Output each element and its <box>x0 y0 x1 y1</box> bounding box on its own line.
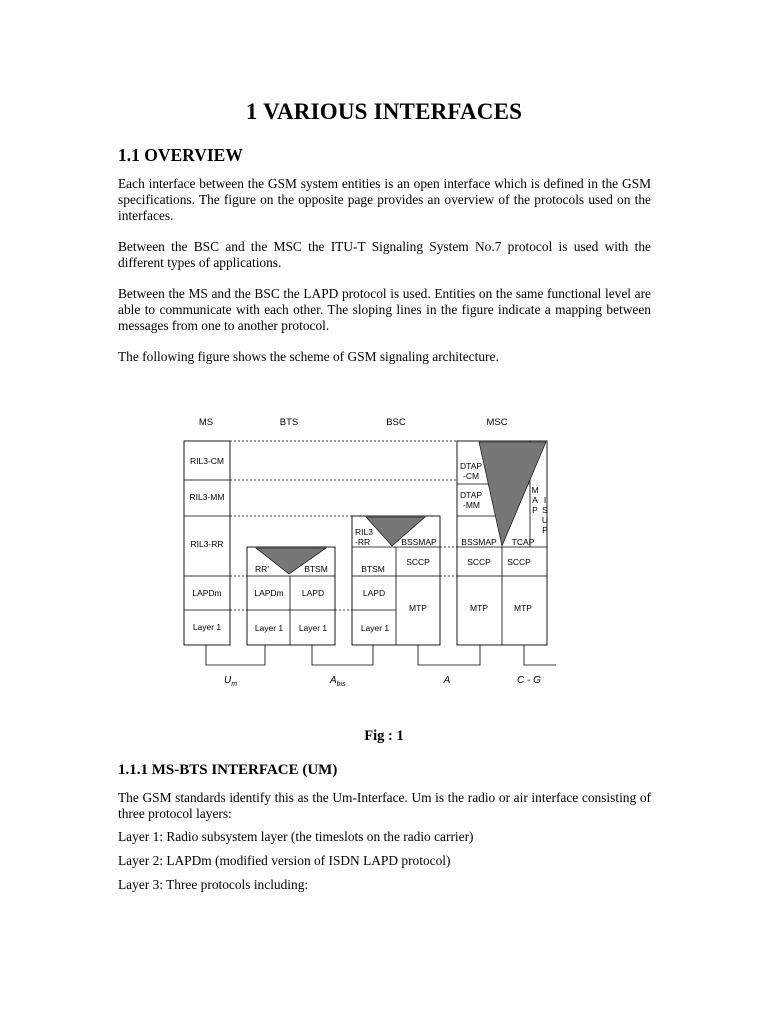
msc-isup-p: P <box>542 525 548 535</box>
ms-ril3-mm: RIL3-MM <box>189 492 225 502</box>
bsc-mtp: MTP <box>409 603 427 613</box>
bts-lapdm: LAPDm <box>254 588 284 598</box>
subsection-heading: 1.1.1 MS-BTS INTERFACE (UM) <box>118 762 338 778</box>
bsc-lapd: LAPD <box>362 588 386 598</box>
bsc-btsm: BTSM <box>361 564 385 574</box>
ms-ril3-cm: RIL3-CM <box>189 456 225 466</box>
msc-map-m: M <box>531 485 539 495</box>
bts-layer1-b: Layer 1 <box>298 623 328 633</box>
subsection-paragraph: The GSM standards identify this as the Um-Interface. Um is the radio or air interface consisting of three protocol layers: <box>118 790 651 822</box>
bts-btsm: BTSM <box>304 564 328 574</box>
gsm-signaling-figure <box>0 405 768 695</box>
ms-stack <box>184 441 230 645</box>
bsc-ril3-top: RIL3 <box>355 527 373 537</box>
bts-rr: RR' <box>255 564 269 574</box>
paragraph-1: Each interface between the GSM system entities is an open interface which is defined in the GSM specifications. The figure on the opposite page provides an overview of the protocols used on the interfaces. <box>118 176 651 224</box>
layer-3-line: Layer 3: Three protocols including: <box>118 877 309 892</box>
msc-sccp-a: SCCP <box>467 557 491 567</box>
header-bts: BTS <box>279 417 299 428</box>
msc-mtp-a: MTP <box>470 603 488 613</box>
paragraph-3: Between the MS and the BSC the LAPD protocol is used. Entities on the same functional level are able to communicate with each other. The sloping lines in the figure indicate a mapping between messages from one to another protocol. <box>118 286 651 334</box>
bsc-ril3-bottom: -RR <box>355 537 371 547</box>
msc-sccp-b: SCCP <box>507 557 531 567</box>
msc-tcap: TCAP <box>511 537 535 547</box>
ms-lapdm: LAPDm <box>192 588 222 598</box>
layer-2-line: Layer 2: LAPDm (modified version of ISDN LAPD protocol) <box>118 853 451 868</box>
label-um: $U_m$ <box>224 675 238 688</box>
header-ms: MS <box>198 417 214 428</box>
bts-stack <box>247 547 335 645</box>
peer-dashed-lines <box>230 441 457 610</box>
msc-mtp-b: MTP <box>514 603 532 613</box>
bsc-bssmap: BSSMAP <box>401 537 437 547</box>
msc-dtap-mm-bottom: -MM <box>463 500 480 510</box>
bsc-stack <box>352 516 440 645</box>
figure-caption: Fig : 1 <box>364 728 404 744</box>
ms-ril3-rr: RIL3-RR <box>190 539 224 549</box>
msc-bssmap: BSSMAP <box>461 537 497 547</box>
msc-dtap-mm-top: DTAP <box>460 490 483 500</box>
page-heading: 1 VARIOUS INTERFACES <box>245 99 523 124</box>
bts-lapd: LAPD <box>301 588 325 598</box>
msc-dtap-cm-bottom: -CM <box>463 471 480 481</box>
bts-layer1-a: Layer 1 <box>254 623 284 633</box>
msc-dtap-cm-top: DTAP <box>460 461 483 471</box>
msc-isup-i: I <box>543 495 547 505</box>
label-a: A <box>443 675 451 686</box>
paragraph-4: The following figure shows the scheme of GSM signaling architecture. <box>118 349 499 364</box>
paragraph-2: Between the BSC and the MSC the ITU-T Signaling System No.7 protocol is used with the different types of applications. <box>118 239 651 271</box>
msc-map-a: A <box>532 495 538 505</box>
layer-1-line: Layer 1: Radio subsystem layer (the timeslots on the radio carrier) <box>118 829 474 844</box>
section-heading: 1.1 OVERVIEW <box>118 145 243 165</box>
label-cg: C - G <box>517 675 541 686</box>
header-bsc: BSC <box>386 417 406 428</box>
ms-layer1: Layer 1 <box>192 622 222 632</box>
msc-stack <box>457 441 548 645</box>
label-abis: $A_{bis}$ <box>330 675 346 688</box>
msc-map-p: P <box>532 505 538 515</box>
header-msc: MSC <box>486 417 508 428</box>
msc-isup-u: U <box>541 515 549 525</box>
bsc-layer1: Layer 1 <box>360 623 390 633</box>
interface-wires <box>206 645 556 665</box>
bsc-sccp: SCCP <box>406 557 430 567</box>
msc-isup-s: S <box>542 505 548 515</box>
